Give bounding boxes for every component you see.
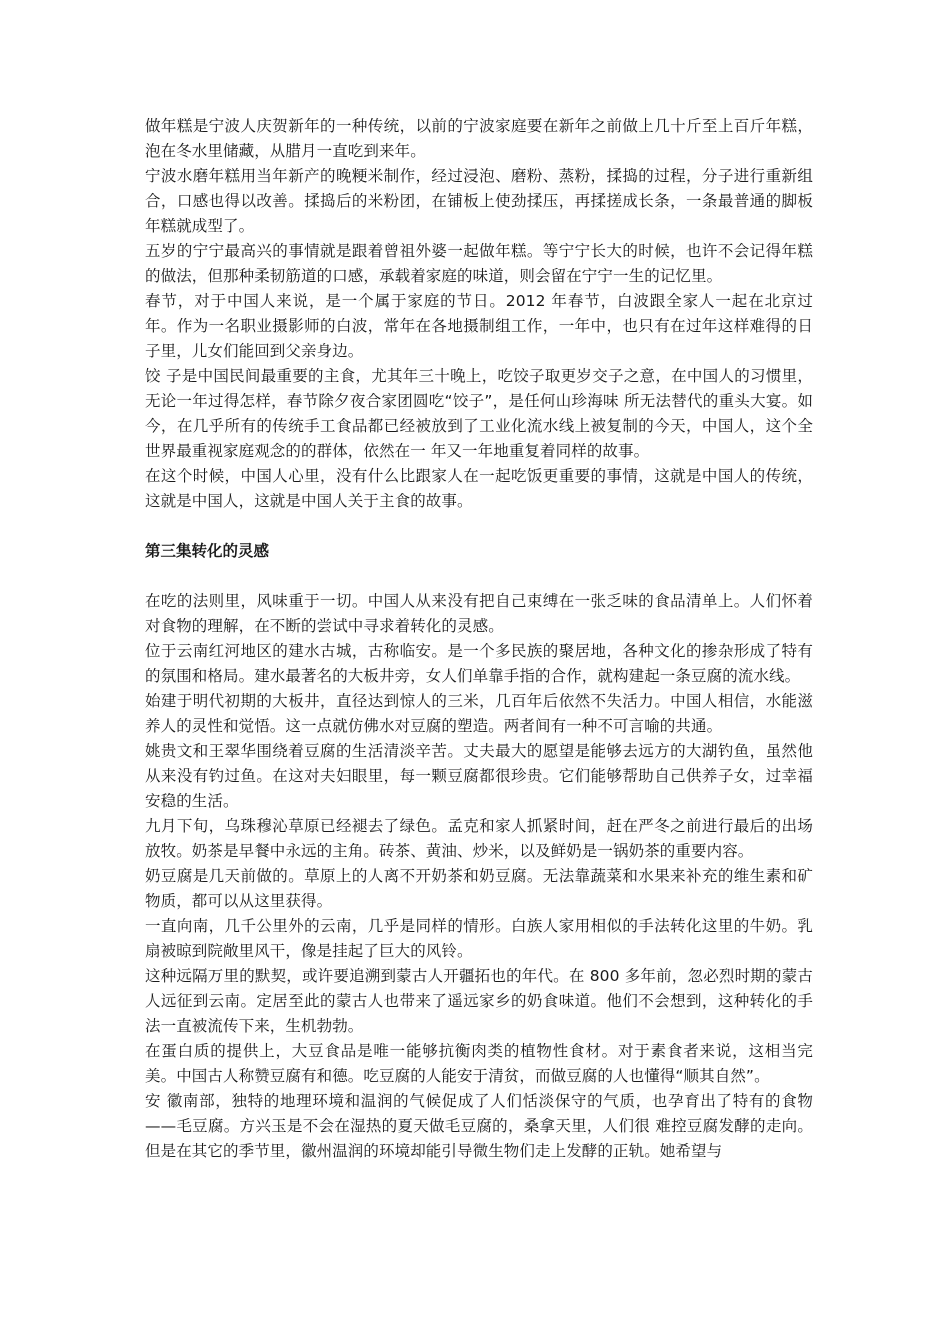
paragraph: 位于云南红河地区的建水古城，古称临安。是一个多民族的聚居地，各种文化的掺杂形成了特有的氛围和格局。建水最著名的大板井旁，女人们单靠手指的合作，就构建起一条豆腐的流水线。 xyxy=(145,642,813,685)
paragraph: 五岁的宁宁最高兴的事情就是跟着曾祖外婆一起做年糕。等宁宁长大的时候，也许不会记得年糕的做法，但那种柔韧筋道的口感，承载着家庭的味道，则会留在宁宁一生的记忆里。 xyxy=(145,242,813,285)
paragraph: 在这个时候，中国人心里，没有什么比跟家人在一起吃饭更重要的事情，这就是中国人的传统，这就是中国人，这就是中国人关于主食的故事。 xyxy=(145,467,813,510)
paragraph: 一直向南，几千公里外的云南，几乎是同样的情形。白族人家用相似的手法转化这里的牛奶。乳扇被晾到院敞里风干，像是挂起了巨大的风铃。 xyxy=(145,917,813,960)
paragraph: 九月下旬，乌珠穆沁草原已经褪去了绿色。孟克和家人抓紧时间，赶在严冬之前进行最后的出场放牧。奶茶是早餐中永远的主角。砖茶、黄油、炒米，以及鲜奶是一锅奶茶的重要内容。 xyxy=(145,817,813,860)
paragraph: 安 徽南部，独特的地理环境和温润的气候促成了人们恬淡保守的气质，也孕育出了特有的食物——毛豆腐。方兴玉是不会在湿热的夏天做毛豆腐的，桑拿天里，人们很 难控豆腐发酵的走向。但是在其它的季节里，徽州温润的环境却能引导微生物们走上发酵的正轨。她希望与 xyxy=(145,1092,813,1160)
paragraph: 姚贵文和王翠华围绕着豆腐的生活清淡辛苦。丈夫最大的愿望是能够去远方的大湖钓鱼，虽然他从来没有钓过鱼。在这对夫妇眼里，每一颗豆腐都很珍贵。它们能够帮助自己供养子女，过幸福安稳的生活。 xyxy=(145,742,813,810)
paragraph: 春节，对于中国人来说，是一个属于家庭的节日。2012 年春节，白波跟全家人一起在北京过年。作为一名职业摄影师的白波，常年在各地摄制组工作，一年中，也只有在过年这样难得的日子里，儿女们能回到父亲身边。 xyxy=(145,292,813,360)
paragraph: 在吃的法则里，风味重于一切。中国人从来没有把自己束缚在一张乏味的食品清单上。人们怀着对食物的理解，在不断的尝试中寻求着转化的灵感。 xyxy=(145,592,813,635)
section-heading: 第三集转化的灵感 xyxy=(145,542,270,560)
paragraph: 始建于明代初期的大板井，直径达到惊人的三米，几百年后依然不失活力。中国人相信，水能滋养人的灵性和觉悟。这一点就仿佛水对豆腐的塑造。两者间有一种不可言喻的共通。 xyxy=(145,692,813,735)
paragraph: 饺 子是中国民间最重要的主食，尤其年三十晚上，吃饺子取更岁交子之意，在中国人的习惯里，无论一年过得怎样，春节除夕夜合家团圆吃“饺子”，是任何山珍海味 所无法替代的重头大宴。如今，在几乎所有的传统手工食品都已经被放到了工业化流水线上被复制的今天，中国人，这个全世界最重视家庭观念的的群体，依然在一 年又一年地重复着同样的故事。 xyxy=(145,367,813,460)
paragraph: 宁波水磨年糕用当年新产的晚粳米制作，经过浸泡、磨粉、蒸粉，揉捣的过程，分子进行重新组合，口感也得以改善。揉捣后的米粉团，在铺板上使劲揉压，再揉搓成长条，一条最普通的脚板年糕就成型了。 xyxy=(145,167,813,235)
paragraph: 在蛋白质的提供上，大豆食品是唯一能够抗衡肉类的植物性食材。对于素食者来说，这相当完美。中国古人称赞豆腐有和德。吃豆腐的人能安于清贫，而做豆腐的人也懂得“顺其自然”。 xyxy=(145,1042,813,1085)
paragraph: 这种远隔万里的默契，或许要追溯到蒙古人开疆拓也的年代。在 800 多年前，忽必烈时期的蒙古人远征到云南。定居至此的蒙古人也带来了遥远家乡的奶食味道。他们不会想到，这种转化的手法一直被流传下来，生机勃勃。 xyxy=(145,967,813,1035)
paragraph: 奶豆腐是几天前做的。草原上的人离不开奶茶和奶豆腐。无法靠蔬菜和水果来补充的维生素和矿物质，都可以从这里获得。 xyxy=(145,867,813,910)
paragraph: 做年糕是宁波人庆贺新年的一种传统，以前的宁波家庭要在新年之前做上几十斤至上百斤年糕，泡在冬水里储藏，从腊月一直吃到来年。 xyxy=(145,117,813,160)
